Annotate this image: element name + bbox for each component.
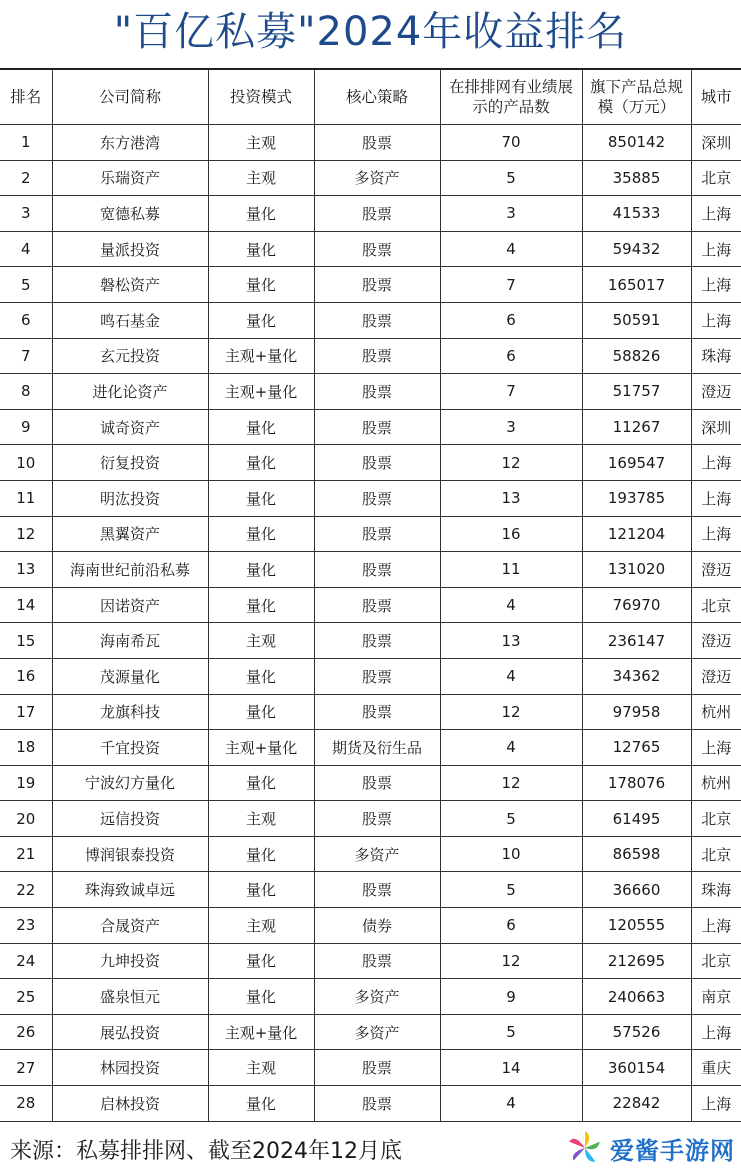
table-row [0,979,741,1015]
ranking-table [0,68,741,1122]
cell-products: 10 [440,836,582,872]
cell-company: 宽德私募 [52,196,208,232]
cell-rank: 17 [0,694,52,730]
cell-strategy: 股票 [314,374,440,410]
cell-mode: 主观+量化 [208,374,314,410]
cell-strategy: 股票 [314,943,440,979]
cell-mode: 主观 [208,801,314,837]
cell-products: 13 [440,480,582,516]
cell-company: 珠海致诚卓远 [52,872,208,908]
cell-strategy: 股票 [314,338,440,374]
cell-company: 东方港湾 [52,125,208,161]
cell-scale: 22842 [582,1086,691,1122]
table-row [0,836,741,872]
cell-strategy: 股票 [314,872,440,908]
cell-rank: 14 [0,587,52,623]
table-row [0,409,741,445]
cell-rank: 18 [0,730,52,766]
cell-rank: 25 [0,979,52,1015]
cell-products: 3 [440,409,582,445]
table-row [0,445,741,481]
cell-city: 澄迈 [691,374,741,410]
cell-mode: 主观 [208,125,314,161]
cell-strategy: 股票 [314,196,440,232]
cell-scale: 50591 [582,302,691,338]
cell-strategy: 股票 [314,587,440,623]
cell-scale: 121204 [582,516,691,552]
cell-products: 5 [440,1014,582,1050]
cell-rank: 2 [0,160,52,196]
cell-company: 诚奇资产 [52,409,208,445]
table-row [0,943,741,979]
cell-scale: 120555 [582,908,691,944]
table-row [0,302,741,338]
cell-scale: 58826 [582,338,691,374]
cell-company: 鸣石基金 [52,302,208,338]
table-row [0,694,741,730]
cell-scale: 236147 [582,623,691,659]
cell-strategy: 股票 [314,302,440,338]
cell-strategy: 股票 [314,445,440,481]
cell-rank: 4 [0,231,52,267]
cell-city: 杭州 [691,765,741,801]
cell-mode: 量化 [208,694,314,730]
cell-company: 因诺资产 [52,587,208,623]
cell-products: 11 [440,552,582,588]
cell-strategy: 股票 [314,623,440,659]
cell-rank: 28 [0,1086,52,1122]
cell-products: 12 [440,943,582,979]
cell-mode: 量化 [208,267,314,303]
cell-mode: 量化 [208,196,314,232]
cell-company: 林园投资 [52,1050,208,1086]
cell-company: 盛泉恒元 [52,979,208,1015]
cell-rank: 19 [0,765,52,801]
cell-mode: 量化 [208,480,314,516]
cell-products: 13 [440,623,582,659]
table-row [0,338,741,374]
cell-products: 16 [440,516,582,552]
cell-products: 4 [440,658,582,694]
cell-mode: 量化 [208,1086,314,1122]
table-row [0,480,741,516]
cell-scale: 850142 [582,125,691,161]
cell-company: 衍复投资 [52,445,208,481]
cell-scale: 240663 [582,979,691,1015]
cell-mode: 主观+量化 [208,338,314,374]
cell-mode: 量化 [208,658,314,694]
cell-scale: 76970 [582,587,691,623]
header-rank: 排名 [0,69,52,125]
cell-strategy: 多资产 [314,836,440,872]
table-body [0,125,741,1122]
cell-rank: 22 [0,872,52,908]
cell-city: 北京 [691,587,741,623]
cell-mode: 主观 [208,908,314,944]
cell-rank: 20 [0,801,52,837]
table-row [0,231,741,267]
cell-mode: 量化 [208,445,314,481]
cell-rank: 6 [0,302,52,338]
page-title: "百亿私募"2024年收益排名 [113,9,628,55]
cell-mode: 量化 [208,231,314,267]
cell-products: 14 [440,1050,582,1086]
cell-scale: 34362 [582,658,691,694]
cell-strategy: 股票 [314,694,440,730]
cell-products: 6 [440,908,582,944]
cell-city: 北京 [691,836,741,872]
cell-mode: 量化 [208,979,314,1015]
cell-city: 北京 [691,801,741,837]
cell-company: 量派投资 [52,231,208,267]
cell-strategy: 股票 [314,409,440,445]
cell-scale: 360154 [582,1050,691,1086]
cell-mode: 主观 [208,1050,314,1086]
cell-products: 5 [440,801,582,837]
cell-strategy: 股票 [314,1050,440,1086]
cell-products: 9 [440,979,582,1015]
cell-products: 4 [440,1086,582,1122]
cell-rank: 15 [0,623,52,659]
table-row [0,374,741,410]
cell-city: 上海 [691,445,741,481]
cell-scale: 36660 [582,872,691,908]
cell-city: 北京 [691,160,741,196]
cell-city: 上海 [691,1086,741,1122]
cell-mode: 量化 [208,765,314,801]
watermark-logo [564,1128,735,1168]
cell-mode: 主观+量化 [208,730,314,766]
table-row [0,1014,741,1050]
cell-city: 珠海 [691,338,741,374]
table-row [0,196,741,232]
cell-scale: 12765 [582,730,691,766]
cell-products: 6 [440,338,582,374]
cell-mode: 量化 [208,872,314,908]
table-row [0,587,741,623]
cell-rank: 5 [0,267,52,303]
cell-products: 12 [440,765,582,801]
cell-city: 上海 [691,730,741,766]
cell-city: 上海 [691,480,741,516]
table-row [0,908,741,944]
cell-scale: 11267 [582,409,691,445]
cell-company: 九坤投资 [52,943,208,979]
cell-strategy: 债券 [314,908,440,944]
source-note: 来源：私募排排网、截至2024年12月底 [10,1139,402,1164]
cell-strategy: 期货及衍生品 [314,730,440,766]
cell-scale: 35885 [582,160,691,196]
cell-city: 珠海 [691,872,741,908]
cell-mode: 主观+量化 [208,1014,314,1050]
cell-scale: 51757 [582,374,691,410]
header-city: 城市 [691,69,741,125]
cell-products: 5 [440,160,582,196]
cell-mode: 量化 [208,516,314,552]
cell-products: 6 [440,302,582,338]
cell-products: 4 [440,231,582,267]
cell-scale: 86598 [582,836,691,872]
cell-scale: 97958 [582,694,691,730]
cell-scale: 57526 [582,1014,691,1050]
cell-scale: 178076 [582,765,691,801]
cell-company: 合晟资产 [52,908,208,944]
cell-mode: 量化 [208,409,314,445]
cell-company: 玄元投资 [52,338,208,374]
cell-strategy: 股票 [314,801,440,837]
cell-strategy: 多资产 [314,1014,440,1050]
cell-strategy: 股票 [314,267,440,303]
cell-rank: 12 [0,516,52,552]
table-header-row [0,69,741,125]
header-strategy: 核心策略 [314,69,440,125]
table-row [0,623,741,659]
pinwheel-logo-icon [564,1127,606,1169]
cell-scale: 131020 [582,552,691,588]
cell-company: 乐瑞资产 [52,160,208,196]
cell-mode: 量化 [208,943,314,979]
cell-company: 远信投资 [52,801,208,837]
cell-strategy: 股票 [314,658,440,694]
cell-strategy: 股票 [314,125,440,161]
cell-strategy: 股票 [314,1086,440,1122]
cell-city: 澄迈 [691,552,741,588]
cell-rank: 8 [0,374,52,410]
cell-mode: 量化 [208,587,314,623]
cell-company: 启林投资 [52,1086,208,1122]
table-row [0,1050,741,1086]
cell-strategy: 多资产 [314,160,440,196]
cell-products: 7 [440,374,582,410]
table-row [0,125,741,161]
table-row [0,516,741,552]
cell-mode: 量化 [208,836,314,872]
cell-products: 4 [440,730,582,766]
cell-city: 深圳 [691,125,741,161]
cell-city: 上海 [691,908,741,944]
table-row [0,1086,741,1122]
cell-rank: 13 [0,552,52,588]
cell-products: 7 [440,267,582,303]
cell-products: 5 [440,872,582,908]
cell-company: 龙旗科技 [52,694,208,730]
table-row [0,658,741,694]
cell-strategy: 股票 [314,516,440,552]
cell-rank: 11 [0,480,52,516]
cell-strategy: 股票 [314,480,440,516]
cell-strategy: 股票 [314,765,440,801]
cell-rank: 7 [0,338,52,374]
cell-mode: 量化 [208,552,314,588]
cell-scale: 59432 [582,231,691,267]
cell-mode: 量化 [208,302,314,338]
cell-scale: 193785 [582,480,691,516]
header-company: 公司简称 [52,69,208,125]
cell-company: 磐松资产 [52,267,208,303]
cell-products: 12 [440,694,582,730]
cell-company: 进化论资产 [52,374,208,410]
cell-products: 70 [440,125,582,161]
header-products: 在排排网有业绩展示的产品数 [440,69,582,125]
cell-rank: 24 [0,943,52,979]
cell-scale: 61495 [582,801,691,837]
cell-products: 4 [440,587,582,623]
table-row [0,872,741,908]
cell-rank: 26 [0,1014,52,1050]
cell-company: 展弘投资 [52,1014,208,1050]
table-row [0,160,741,196]
cell-company: 博润银泰投资 [52,836,208,872]
cell-rank: 27 [0,1050,52,1086]
cell-city: 重庆 [691,1050,741,1086]
cell-company: 海南世纪前沿私募 [52,552,208,588]
cell-city: 上海 [691,196,741,232]
table-row [0,552,741,588]
cell-rank: 9 [0,409,52,445]
cell-city: 南京 [691,979,741,1015]
footer [0,1122,741,1171]
cell-city: 上海 [691,302,741,338]
cell-city: 上海 [691,267,741,303]
cell-city: 上海 [691,516,741,552]
cell-scale: 165017 [582,267,691,303]
cell-city: 上海 [691,231,741,267]
cell-strategy: 股票 [314,552,440,588]
cell-company: 茂源量化 [52,658,208,694]
cell-rank: 3 [0,196,52,232]
cell-company: 黑翼资产 [52,516,208,552]
cell-rank: 10 [0,445,52,481]
header-mode: 投资模式 [208,69,314,125]
cell-company: 明汯投资 [52,480,208,516]
cell-scale: 41533 [582,196,691,232]
cell-city: 深圳 [691,409,741,445]
cell-mode: 主观 [208,623,314,659]
cell-rank: 23 [0,908,52,944]
cell-city: 北京 [691,943,741,979]
cell-city: 澄迈 [691,623,741,659]
cell-city: 上海 [691,1014,741,1050]
cell-strategy: 股票 [314,231,440,267]
table-row [0,267,741,303]
cell-city: 澄迈 [691,658,741,694]
cell-company: 宁波幻方量化 [52,765,208,801]
cell-strategy: 多资产 [314,979,440,1015]
cell-company: 千宜投资 [52,730,208,766]
cell-scale: 212695 [582,943,691,979]
table-row [0,765,741,801]
cell-company: 海南希瓦 [52,623,208,659]
cell-city: 杭州 [691,694,741,730]
cell-products: 12 [440,445,582,481]
cell-rank: 21 [0,836,52,872]
cell-scale: 169547 [582,445,691,481]
table-row [0,801,741,837]
watermark-text: 爱酱手游网 [610,1136,735,1165]
cell-rank: 1 [0,125,52,161]
header-scale: 旗下产品总规模（万元） [582,69,691,125]
table-row [0,730,741,766]
cell-mode: 主观 [208,160,314,196]
cell-rank: 16 [0,658,52,694]
cell-products: 3 [440,196,582,232]
